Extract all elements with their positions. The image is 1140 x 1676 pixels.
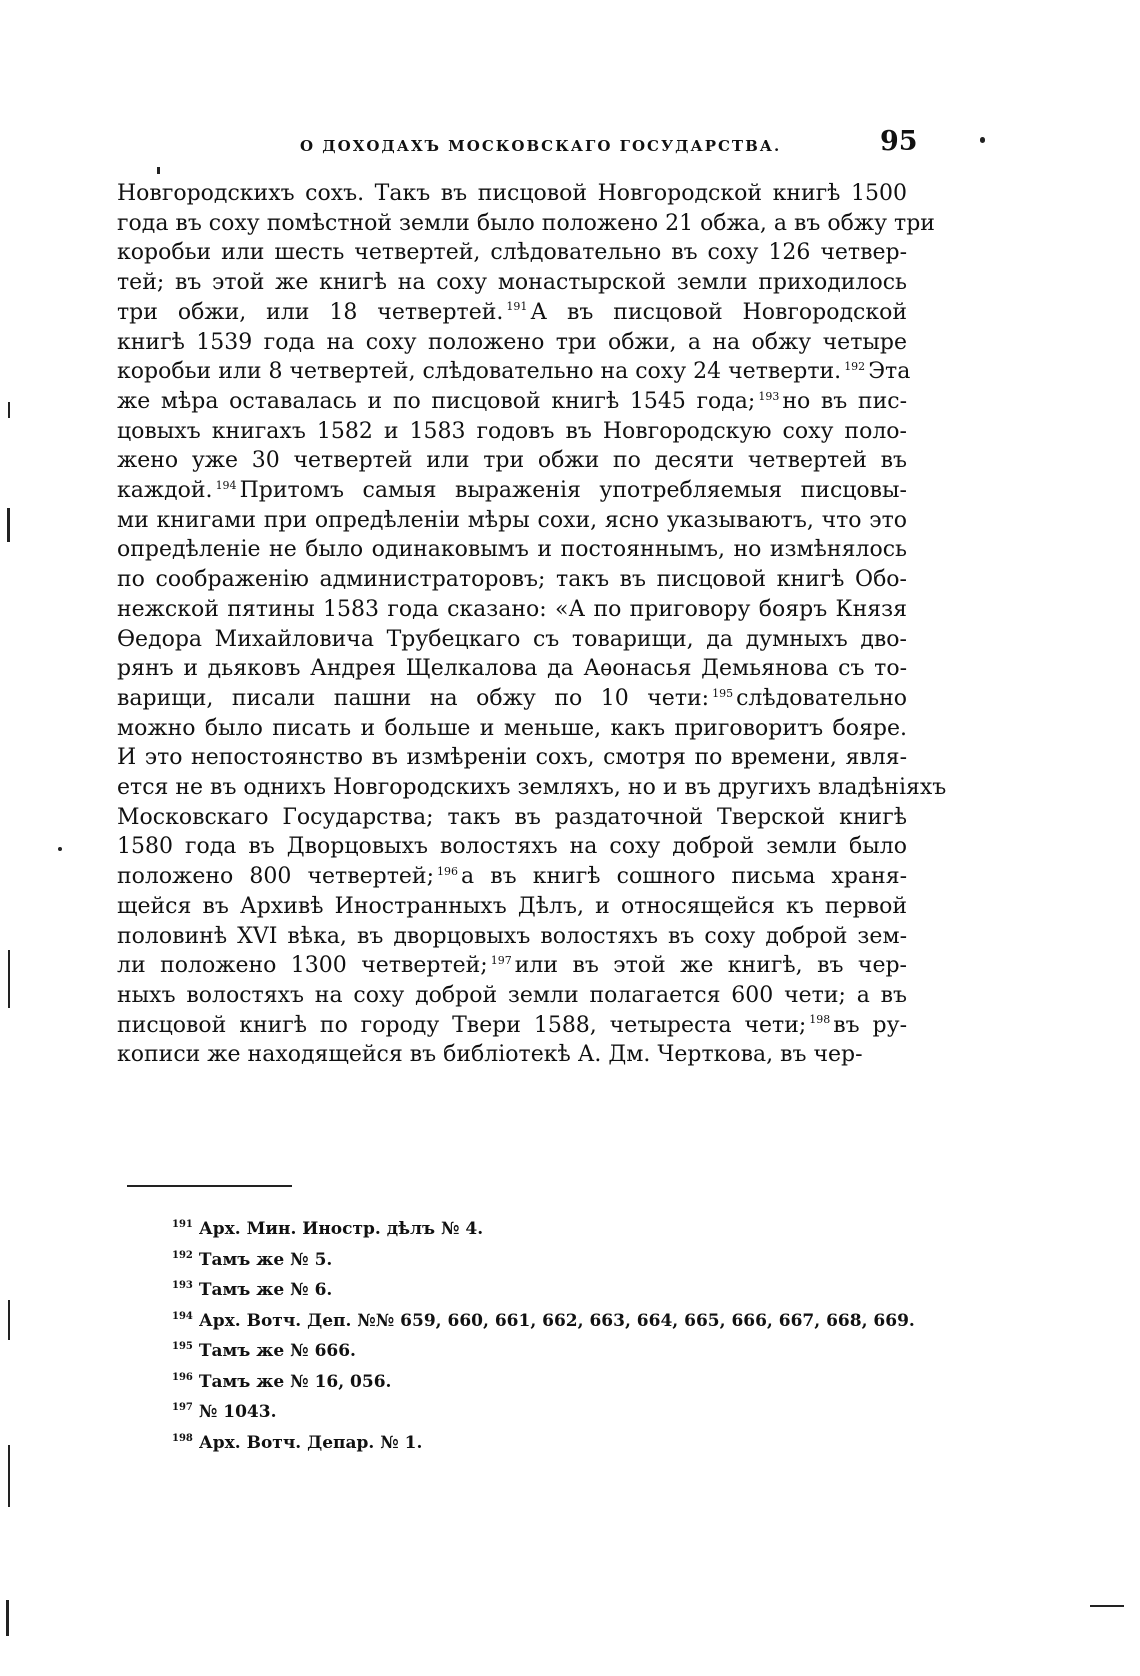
text-line: [117, 891, 907, 923]
text-segment: каждой.: [117, 478, 213, 503]
scan-speck: [1090, 1605, 1124, 1607]
text-segment: нежской пятины 1583 года сказано: «А по приговору бояръ Князя: [117, 596, 907, 622]
text-segment: рянъ и дьяковъ Андрея Щелкалова да Аѳонасья Демьянова съ то-: [117, 656, 907, 682]
text-segment: ми книгами при опредѣленіи мѣры сохи, ясно указываютъ, что это: [117, 507, 907, 533]
text-line: [117, 416, 907, 448]
text-segment: года въ соху помѣстной земли было положено 21 обжа, а въ обжу три: [117, 210, 935, 236]
page-number: 95: [880, 126, 918, 157]
footnote-number: 194: [172, 1310, 193, 1322]
text-line: [117, 950, 907, 982]
text-segment: варищи, писали пашни на обжу по 10 чети:: [117, 685, 710, 711]
text-line: [117, 267, 907, 299]
text-line: [117, 178, 907, 210]
footnote: [172, 1369, 391, 1395]
text-segment: въ ру-: [833, 1012, 907, 1038]
text-segment: но въ пис-: [782, 388, 908, 414]
footnote-ref: 195: [712, 686, 734, 700]
text-segment: И это непостоянство въ измѣреніи сохъ, смотря по времени, явля-: [117, 745, 907, 771]
text-segment: щейся въ Архивѣ Иностранныхъ Дѣлъ, и относящейся къ первой: [117, 893, 907, 919]
footnote-ref: 191: [506, 300, 528, 314]
footnote: [172, 1277, 332, 1303]
text-line: [117, 683, 907, 715]
text-line: [117, 564, 907, 596]
text-line: [117, 980, 907, 1012]
text-line: [117, 861, 907, 893]
text-segment: опредѣленіе не было одинаковымъ и постояннымъ, но измѣнялось: [117, 537, 907, 563]
text-line: [117, 327, 907, 359]
text-line: [117, 1010, 907, 1042]
text-segment: коробьи или 8 четвертей, слѣдовательно на соху 24 четверти.: [117, 359, 842, 385]
margin-mark: [8, 1300, 10, 1340]
scan-speck: [58, 847, 62, 851]
footnote-number: 191: [172, 1219, 193, 1231]
margin-mark: [7, 508, 10, 542]
text-segment: писцовой книгѣ по городу Твери 1588, четыреста чети;: [117, 1012, 807, 1038]
footnote-number: 197: [172, 1402, 193, 1414]
text-segment: кописи же находящейся въ библіотекѣ А. Дм. Черткова, въ чер-: [117, 1042, 863, 1068]
text-segment: ныхъ волостяхъ на соху доброй земли полагается 600 чети; а въ: [117, 982, 907, 1008]
footnote-number: 198: [172, 1432, 193, 1444]
margin-mark: [8, 1445, 10, 1507]
footnote-text: Арх. Мин. Иностр. дѣлъ № 4.: [198, 1219, 484, 1239]
footnote-number: 196: [172, 1371, 193, 1383]
footnote-number: 195: [172, 1341, 193, 1353]
text-segment: А въ писцовой Новгородской: [530, 299, 907, 325]
text-line: [117, 1039, 907, 1071]
text-line: [117, 921, 907, 953]
footnote-number: 192: [172, 1249, 193, 1261]
footnote-text: Тамъ же № 16, 056.: [198, 1371, 392, 1392]
text-segment: положено 800 четвертей;: [117, 864, 434, 890]
text-line: [117, 475, 907, 507]
footnote-text: № 1043.: [198, 1402, 277, 1422]
text-segment: три обжи, или 18 четвертей.: [117, 299, 504, 325]
text-line: [117, 594, 907, 626]
scan-speck: [980, 137, 985, 143]
text-line: [117, 386, 907, 418]
footnote-text: Тамъ же № 666.: [198, 1341, 356, 1361]
text-line: [117, 802, 907, 834]
margin-mark: [8, 402, 10, 418]
text-line: [117, 445, 907, 477]
text-segment: жено уже 30 четвертей или три обжи по десяти четвертей въ: [117, 448, 907, 474]
text-line: [117, 505, 907, 537]
text-segment: Притомъ самыя выраженія употребляемыя писцовы-: [239, 478, 907, 503]
text-segment: цовыхъ книгахъ 1582 и 1583 годовъ въ Новгородскую соху поло-: [117, 418, 907, 444]
text-segment: а въ книгѣ сошного письма храня-: [460, 864, 907, 890]
footnote-text: Тамъ же № 5.: [198, 1249, 333, 1270]
text-segment: же мѣра оставалась и по писцовой книгѣ 1545 года;: [117, 388, 756, 414]
text-line: [117, 831, 907, 863]
text-segment: Ѳедора Михайловича Трубецкаго съ товарищи, да думныхъ дво-: [117, 626, 907, 652]
footnote-number: 193: [172, 1280, 193, 1292]
text-line: [117, 208, 935, 240]
text-line: [117, 356, 911, 388]
text-segment: книгѣ 1539 года на соху положено три обжи, а на обжу четыре: [117, 329, 907, 355]
text-line: [117, 653, 907, 685]
text-line: [117, 297, 907, 329]
footnote-text: Арх. Вотч. Депар. № 1.: [198, 1432, 423, 1453]
footnote-ref: 197: [490, 953, 512, 967]
text-segment: ли положено 1300 четвертей;: [117, 953, 488, 979]
footnote-ref: 194: [215, 478, 237, 492]
text-segment: 1580 года въ Дворцовыхъ волостяхъ на соху доброй земли было: [117, 834, 907, 860]
margin-mark: [6, 1600, 9, 1636]
footnote-separator: [127, 1185, 292, 1187]
scan-speck: [157, 167, 160, 174]
text-segment: слѣдовательно: [736, 685, 907, 711]
footnote: [172, 1308, 915, 1334]
footnote-text: Арх. Вотч. Деп. №№ 659, 660, 661, 662, 663, 664, 665, 666, 667, 668, 669.: [198, 1310, 915, 1331]
text-segment: можно было писать и больше и меньше, какъ приговоритъ бояре.: [117, 715, 907, 741]
footnote-ref: 192: [844, 359, 866, 373]
text-line: [117, 713, 907, 745]
text-line: [117, 534, 907, 566]
footnote: [172, 1338, 356, 1364]
running-title: О ДОХОДАХЪ МОСКОВСКАГО ГОСУДАРСТВА.: [300, 137, 782, 155]
text-segment: или въ этой же книгѣ, въ чер-: [514, 953, 907, 979]
text-line: [117, 237, 907, 269]
footnote-ref: 193: [758, 389, 780, 403]
footnote: [172, 1399, 277, 1425]
text-segment: половинѣ XVI вѣка, въ дворцовыхъ волостяхъ въ соху доброй зем-: [117, 923, 907, 949]
footnote-ref: 196: [436, 864, 458, 878]
text-line: [117, 742, 907, 774]
text-segment: тей; въ этой же книгѣ на соху монастырской земли приходилось: [117, 270, 907, 296]
text-segment: Новгородскихъ сохъ. Такъ въ писцовой Новгородской книгѣ 1500: [117, 181, 907, 206]
text-line: [117, 772, 947, 804]
footnote: [172, 1216, 483, 1242]
text-line: [117, 624, 907, 656]
footnote: [172, 1430, 422, 1456]
footnote-text: Тамъ же № 6.: [198, 1280, 333, 1300]
text-segment: Московскаго Государства; такъ въ раздаточной Тверской книгѣ: [117, 804, 907, 830]
footnote: [172, 1247, 332, 1273]
text-segment: ется не въ однихъ Новгородскихъ земляхъ, но и въ другихъ владѣніяхъ: [117, 775, 947, 800]
text-segment: коробьи или шесть четвертей, слѣдовательно въ соху 126 четвер-: [117, 240, 907, 266]
text-segment: по соображенію администраторовъ; такъ въ писцовой книгѣ Обо-: [117, 567, 907, 593]
margin-mark: [8, 950, 10, 1008]
text-segment: Эта: [868, 359, 911, 385]
footnote-ref: 198: [809, 1013, 831, 1027]
